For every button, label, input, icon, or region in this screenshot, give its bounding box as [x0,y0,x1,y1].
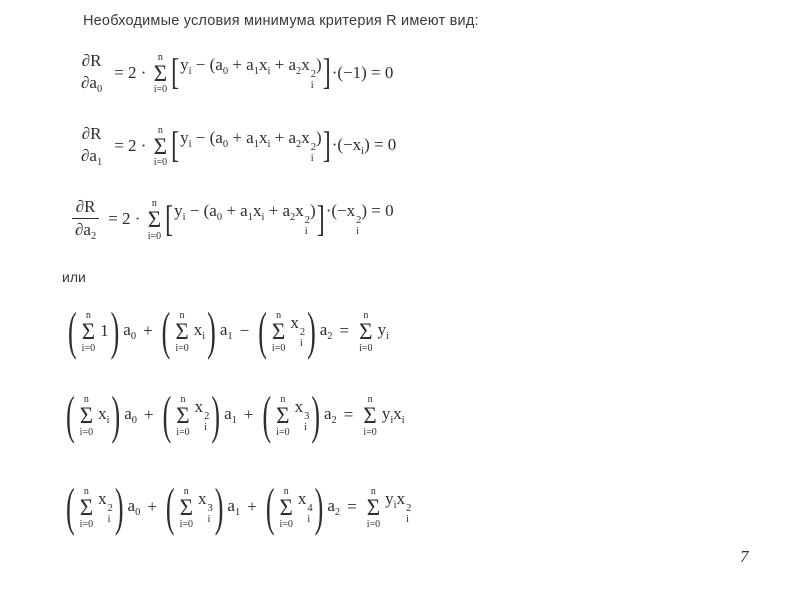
sum-argument [98,490,113,525]
sum-argument [298,490,313,525]
summation [367,486,380,530]
sum-lower-limit: i=0 [279,518,293,530]
math-token: a [123,320,131,339]
right-paren: ) [214,477,224,537]
math-token: ∂a [81,72,97,92]
sum-argument [98,405,109,427]
superscript: 3 [304,411,310,423]
subscript: 2 [296,138,302,150]
math-token: x [396,489,406,509]
math-token: y [377,320,387,339]
math-token: x [258,54,268,74]
math-token: x [98,489,107,509]
subscript: 0 [216,212,223,224]
math-token: ) [316,54,322,74]
math-token: + a [270,54,297,74]
math-token: a [127,496,136,515]
sigma-symbol: Σ [179,495,193,520]
sigma-symbol: Σ [363,403,377,428]
subscript: 1 [234,507,241,518]
summation [82,310,95,354]
sum-lower-limit: i=0 [79,518,94,530]
sum-lower-limit: i=0 [153,157,168,169]
subscript: 1 [96,156,103,168]
math-token: + a [228,54,254,74]
math-token: y [174,201,183,221]
sum-lower-limit: i=0 [359,342,373,354]
sum-lower-limit: i=0 [179,518,193,530]
left-paren: ( [161,301,171,361]
fraction-denominator [78,72,105,97]
sum-upper-limit: n [367,394,373,405]
sigma-symbol: Σ [176,403,190,428]
right-paren: ) [114,477,124,537]
math-token: x [294,397,304,417]
left-paren: ( [162,385,172,445]
sum-upper-limit: n [83,486,89,497]
math-token: − (a [185,201,217,221]
math-token: ) [310,201,316,221]
operator: + [243,405,254,425]
left-paren: ( [265,477,275,537]
subscript: 0 [222,65,229,77]
math-token: x [193,320,203,339]
right-paren: ) [111,385,121,445]
sum-upper-limit: n [151,198,157,210]
sigma-symbol: Σ [79,403,94,428]
derivative-equation-1 [78,50,393,97]
superscript: 2 [204,411,210,423]
sum-upper-limit: n [183,486,189,497]
operator: + [247,497,257,517]
coefficient [327,497,340,519]
subscript: 1 [247,212,253,224]
equals-sign: = [339,321,350,341]
math-token: ) = 0 [364,134,397,154]
sum-upper-limit: n [157,51,163,63]
coefficient [128,497,141,519]
summation [272,310,285,354]
bracket-body [180,56,322,91]
math-token: ∂a [81,145,97,165]
fraction-denominator [78,145,105,170]
page-number: 7 [740,547,749,566]
subscript: 2 [327,331,333,342]
sup-sub-stack [406,503,411,525]
sum-upper-limit: n [370,486,376,497]
sum-lower-limit: i=0 [153,84,168,96]
sum-argument [295,398,310,433]
sum-lower-limit: i=0 [363,426,377,438]
equals-prefix: = 2 · [108,209,145,229]
subscript: i [188,138,192,150]
left-bracket: [ [165,199,174,240]
math-token: ) [316,127,322,147]
sigma-symbol: Σ [359,319,373,344]
summation [359,310,372,354]
fraction-numerator: ∂R [75,197,96,216]
subscript: 1 [253,138,259,150]
math-token: ·(−x [325,201,356,221]
right-paren: ) [314,477,324,537]
math-token: x [252,201,262,221]
subscript: i [267,138,271,150]
superscript: 2 [310,68,317,80]
math-token: − (a [191,127,223,147]
sum-upper-limit: n [179,310,185,321]
equals-prefix: = 2 · [114,135,151,155]
subscript: i [267,65,271,77]
summation [279,486,292,530]
subscript: 0 [130,331,137,342]
right-bracket: ] [322,53,331,94]
summation [180,486,193,530]
subscript: 2 [90,230,97,242]
sum-upper-limit: n [283,486,289,497]
left-paren: ( [66,477,75,537]
left-paren: ( [262,385,272,445]
sigma-symbol: Σ [271,319,286,344]
normal-equation-2 [64,385,405,445]
summation [175,310,188,354]
partial-fraction [78,123,105,170]
right-paren: ) [110,301,120,361]
sum-lower-limit: i=0 [147,230,162,242]
summation [276,394,289,438]
summation [154,52,167,96]
right-paren: ) [211,385,221,445]
coefficient [224,405,237,427]
subscript: i [406,514,409,526]
sigma-symbol: Σ [276,403,290,428]
rhs-argument [385,490,411,525]
right-bracket: ] [322,126,331,167]
math-token: ) = 0 [361,201,394,221]
right-paren: ) [207,301,216,361]
coefficient [324,405,337,427]
subscript: i [310,79,314,91]
sum-lower-limit: i=0 [276,426,290,438]
summation [148,198,161,242]
subscript: i [356,226,360,238]
math-token: + a [228,127,254,147]
math-token: a [327,496,335,515]
math-token: x [98,404,107,423]
sup-sub-stack [304,411,309,433]
subscript: i [361,145,365,157]
partial-fraction [72,196,99,244]
math-token: + a [264,201,291,221]
sum-lower-limit: i=0 [271,342,286,354]
sup-sub-stack [208,503,213,525]
derivative-equation-3 [72,196,394,244]
sum-upper-limit: n [363,310,369,321]
rhs-argument [378,321,389,343]
slide-title: Необходимые условия минимума критерия R имеют вид: [83,13,479,29]
summation [80,486,93,530]
left-paren: ( [165,477,175,537]
coefficient [124,405,137,427]
superscript: 3 [207,503,213,515]
subscript: i [390,415,394,426]
sigma-symbol: Σ [147,207,162,233]
subscript: i [202,331,206,342]
subscript: 1 [253,65,259,77]
math-token: ·(−1) = 0 [331,62,394,82]
equals-sign: = [347,497,357,517]
sum-upper-limit: n [83,394,89,405]
sum-argument [290,314,305,349]
operator: − [239,321,250,341]
subscript: i [107,514,111,526]
left-bracket: [ [171,126,180,167]
fraction-numerator: ∂R [81,124,102,143]
factor [332,136,397,158]
sum-lower-limit: i=0 [176,426,190,438]
math-token: x [258,127,268,147]
subscript: 0 [96,83,103,95]
subscript: 0 [131,415,137,426]
fraction-denominator [72,218,99,244]
math-token: x [295,201,304,221]
superscript: 2 [356,215,362,227]
subscript: i [207,514,211,526]
summation [176,394,189,438]
superscript: 4 [307,503,313,515]
math-token: x [297,489,307,509]
math-token: a [124,404,132,423]
superscript: 2 [310,141,317,153]
math-token: 1 [100,321,109,341]
normal-equation-1 [66,301,389,361]
sum-lower-limit: i=0 [175,342,189,354]
math-token: x [301,127,310,147]
sum-argument [198,490,213,525]
math-token: y [180,127,189,147]
math-token: y [180,54,189,74]
superscript: 2 [299,327,306,339]
right-bracket: ] [316,199,325,240]
subscript: 2 [296,65,302,77]
superscript: 2 [406,503,412,515]
right-paren: ) [307,301,316,361]
subscript: 0 [135,507,141,518]
sigma-symbol: Σ [175,319,189,344]
sup-sub-stack [108,503,113,525]
fraction-numerator: ∂R [81,51,102,70]
subscript: i [307,514,311,526]
subscript: 2 [334,507,341,518]
math-token: ·(−x [331,134,362,154]
superscript: 2 [107,503,113,515]
sum-argument [100,322,109,341]
subscript: 1 [231,415,237,426]
derivative-equation-2 [78,123,396,170]
sigma-symbol: Σ [153,60,168,86]
subscript: i [310,152,314,164]
subscript: i [188,65,192,77]
summation [154,125,167,169]
rhs-argument [382,405,405,427]
left-paren: ( [68,301,77,361]
subscript: i [299,338,303,350]
right-paren: ) [311,385,320,445]
subscript: i [304,226,308,238]
sum-argument [195,398,210,433]
math-token: y [385,489,394,509]
bracket-body [180,129,322,164]
normal-equation-3 [64,477,412,537]
math-token: y [381,404,391,423]
subscript: i [204,422,208,434]
math-token: ∂a [75,219,91,239]
math-token: + a [270,127,297,147]
math-token: x [290,313,299,333]
equals-sign: = [343,405,354,425]
sup-sub-stack [307,503,312,525]
summation [80,394,93,438]
sigma-symbol: Σ [366,495,381,520]
sigma-symbol: Σ [79,495,94,520]
subscript: i [386,331,389,342]
sigma-symbol: Σ [279,495,293,520]
sum-upper-limit: n [276,310,282,321]
sup-sub-stack [300,327,305,349]
factor [332,64,394,83]
math-token: x [393,404,402,423]
sum-argument [194,321,205,343]
subscript: 2 [290,212,296,224]
coefficient [123,321,136,343]
sum-lower-limit: i=0 [81,342,96,354]
subscript: i [106,415,110,426]
math-token: a [224,404,232,423]
subscript: 1 [227,331,233,342]
sup-sub-stack [204,411,209,433]
sum-upper-limit: n [280,394,286,405]
math-token: + a [222,201,248,221]
subscript: i [182,212,186,224]
partial-fraction [78,50,105,97]
sum-lower-limit: i=0 [366,518,381,530]
math-token: a [319,320,328,339]
math-token: a [227,496,235,515]
operator: + [143,321,153,341]
subscript: i [393,500,397,512]
math-token: − (a [191,54,223,74]
coefficient [227,497,240,519]
summation [363,394,376,438]
operator: + [147,497,157,517]
coefficient [320,321,333,343]
math-token: a [219,320,228,339]
sum-lower-limit: i=0 [79,426,94,438]
or-label: или [62,269,86,285]
coefficient [220,321,233,343]
superscript: 2 [304,215,311,227]
subscript: 0 [222,138,229,150]
sum-upper-limit: n [157,124,163,136]
subscript: i [401,415,405,426]
bracket-body [174,202,316,237]
sigma-symbol: Σ [81,319,96,344]
subscript: i [261,212,265,224]
sigma-symbol: Σ [153,133,168,159]
equals-prefix: = 2 · [114,62,151,82]
sum-upper-limit: n [180,394,186,405]
subscript: i [304,422,307,434]
operator: + [143,405,154,425]
sum-upper-limit: n [85,310,91,321]
math-token: x [194,397,204,417]
left-bracket: [ [171,53,180,94]
factor [326,202,394,237]
subscript: 2 [331,415,337,426]
left-paren: ( [258,301,267,361]
left-paren: ( [66,385,75,445]
math-token: a [324,404,332,423]
math-token: x [198,489,207,509]
math-token: x [301,54,310,74]
